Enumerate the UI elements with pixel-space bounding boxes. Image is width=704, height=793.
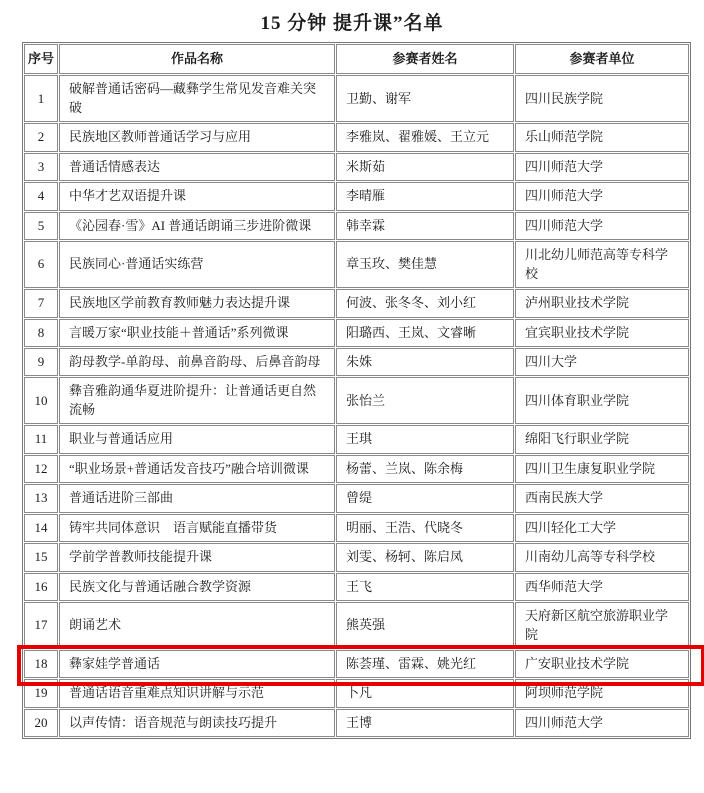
participant-names-cell: 章玉玫、樊佳慧: [336, 241, 514, 288]
work-title-cell: “职业场景+普通话发音技巧”融合培训微课: [59, 455, 335, 483]
participant-names-cell: 卜凡: [336, 679, 514, 707]
work-title-cell: 普通话情感表达: [59, 153, 335, 181]
row-number-cell: 11: [24, 425, 58, 453]
participant-names-cell: 李晴雁: [336, 182, 514, 210]
row-number-cell: 8: [24, 319, 58, 347]
table-row: [24, 650, 689, 678]
table-row: [24, 153, 689, 181]
work-title-cell: 《沁园春·雪》AI 普通话朗诵三步进阶微课: [59, 212, 335, 240]
participant-org-cell: 川南幼儿高等专科学校: [515, 543, 689, 571]
row-number-cell: 7: [24, 289, 58, 317]
participant-names-cell: 曾缇: [336, 484, 514, 512]
table-container: [22, 42, 684, 739]
table-body: [24, 75, 689, 737]
table-row: [24, 377, 689, 424]
row-number-cell: 13: [24, 484, 58, 512]
participant-org-cell: 四川体育职业学院: [515, 377, 689, 424]
participant-org-cell: 四川师范大学: [515, 182, 689, 210]
participant-org-cell: 四川师范大学: [515, 153, 689, 181]
participant-names-cell: 韩幸霖: [336, 212, 514, 240]
participant-org-cell: 四川轻化工大学: [515, 514, 689, 542]
header-participant-names: 参赛者姓名: [336, 44, 514, 74]
row-number-cell: 20: [24, 709, 58, 737]
participant-names-cell: 阳璐西、王岚、文睿晰: [336, 319, 514, 347]
participant-names-cell: 明丽、王浩、代晓冬: [336, 514, 514, 542]
work-title-cell: 普通话语音重难点知识讲解与示范: [59, 679, 335, 707]
work-title-cell: 铸牢共同体意识 语言赋能直播带货: [59, 514, 335, 542]
row-number-cell: 15: [24, 543, 58, 571]
work-title-cell: 朗诵艺术: [59, 602, 335, 649]
row-number-cell: 9: [24, 348, 58, 376]
row-number-cell: 5: [24, 212, 58, 240]
participant-org-cell: 广安职业技术学院: [515, 650, 689, 678]
participant-names-cell: 王博: [336, 709, 514, 737]
table-row: [24, 425, 689, 453]
participant-names-cell: 熊英强: [336, 602, 514, 649]
work-title-cell: 彝音雅韵通华夏进阶提升：让普通话更自然流畅: [59, 377, 335, 424]
participant-names-cell: 李雅岚、翟雅媛、王立元: [336, 123, 514, 151]
participant-names-cell: 何波、张冬冬、刘小红: [336, 289, 514, 317]
table-row: [24, 709, 689, 737]
participant-org-cell: 四川师范大学: [515, 212, 689, 240]
work-title-cell: 韵母教学-单韵母、前鼻音韵母、后鼻音韵母: [59, 348, 335, 376]
participant-names-cell: 卫勤、谢军: [336, 75, 514, 122]
table-row: [24, 348, 689, 376]
participant-names-cell: 朱姝: [336, 348, 514, 376]
table-row: [24, 514, 689, 542]
row-number-cell: 16: [24, 573, 58, 601]
table-row: [24, 543, 689, 571]
row-number-cell: 17: [24, 602, 58, 649]
work-title-cell: 职业与普通话应用: [59, 425, 335, 453]
table-header: [24, 44, 689, 74]
participant-org-cell: 西南民族大学: [515, 484, 689, 512]
header-work-title: 作品名称: [59, 44, 335, 74]
participant-org-cell: 乐山师范学院: [515, 123, 689, 151]
work-title-cell: 言暖万家“职业技能＋普通话”系列微课: [59, 319, 335, 347]
header-row: [24, 44, 689, 74]
participant-org-cell: 四川民族学院: [515, 75, 689, 122]
participant-names-cell: 王琪: [336, 425, 514, 453]
work-title-cell: 中华才艺双语提升课: [59, 182, 335, 210]
header-serial-number: 序号: [24, 44, 58, 74]
table-row: [24, 289, 689, 317]
participant-org-cell: 泸州职业技术学院: [515, 289, 689, 317]
participant-org-cell: 绵阳飞行职业学院: [515, 425, 689, 453]
work-title-cell: 民族地区学前教育教师魅力表达提升课: [59, 289, 335, 317]
row-number-cell: 6: [24, 241, 58, 288]
participant-org-cell: 川北幼儿师范高等专科学校: [515, 241, 689, 288]
participant-names-cell: 陈荟瑾、雷霖、姚光红: [336, 650, 514, 678]
participant-org-cell: 阿坝师范学院: [515, 679, 689, 707]
participant-org-cell: 四川师范大学: [515, 709, 689, 737]
table-row: [24, 182, 689, 210]
roster-table: [22, 42, 691, 739]
work-title-cell: 普通话进阶三部曲: [59, 484, 335, 512]
participant-names-cell: 张怡兰: [336, 377, 514, 424]
row-number-cell: 19: [24, 679, 58, 707]
header-participant-org: 参赛者单位: [515, 44, 689, 74]
work-title-cell: 彝家娃学普通话: [59, 650, 335, 678]
row-number-cell: 4: [24, 182, 58, 210]
page-title: 15 分钟 提升课”名单: [260, 13, 444, 34]
row-number-cell: 1: [24, 75, 58, 122]
table-row: [24, 573, 689, 601]
participant-org-cell: 天府新区航空旅游职业学院: [515, 602, 689, 649]
participant-org-cell: 宜宾职业技术学院: [515, 319, 689, 347]
participant-names-cell: 杨蕾、兰岚、陈余梅: [336, 455, 514, 483]
work-title-cell: 以声传情：语音规范与朗读技巧提升: [59, 709, 335, 737]
work-title-cell: 学前学普教师技能提升课: [59, 543, 335, 571]
table-row: [24, 602, 689, 649]
participant-org-cell: 四川大学: [515, 348, 689, 376]
row-number-cell: 3: [24, 153, 58, 181]
table-row: [24, 679, 689, 707]
row-number-cell: 14: [24, 514, 58, 542]
participant-names-cell: 王飞: [336, 573, 514, 601]
table-row: [24, 319, 689, 347]
work-title-cell: 民族地区教师普通话学习与应用: [59, 123, 335, 151]
table-row: [24, 212, 689, 240]
row-number-cell: 18: [24, 650, 58, 678]
work-title-cell: 民族同心·普通话实练营: [59, 241, 335, 288]
table-row: [24, 484, 689, 512]
work-title-cell: 破解普通话密码—藏彝学生常见发音难关突破: [59, 75, 335, 122]
table-row: [24, 75, 689, 122]
table-row: [24, 241, 689, 288]
participant-names-cell: 米斯茹: [336, 153, 514, 181]
row-number-cell: 10: [24, 377, 58, 424]
work-title-cell: 民族文化与普通话融合教学资源: [59, 573, 335, 601]
table-row: [24, 123, 689, 151]
row-number-cell: 12: [24, 455, 58, 483]
participant-names-cell: 刘雯、杨轲、陈启凤: [336, 543, 514, 571]
participant-org-cell: 西华师范大学: [515, 573, 689, 601]
table-row: [24, 455, 689, 483]
row-number-cell: 2: [24, 123, 58, 151]
participant-org-cell: 四川卫生康复职业学院: [515, 455, 689, 483]
